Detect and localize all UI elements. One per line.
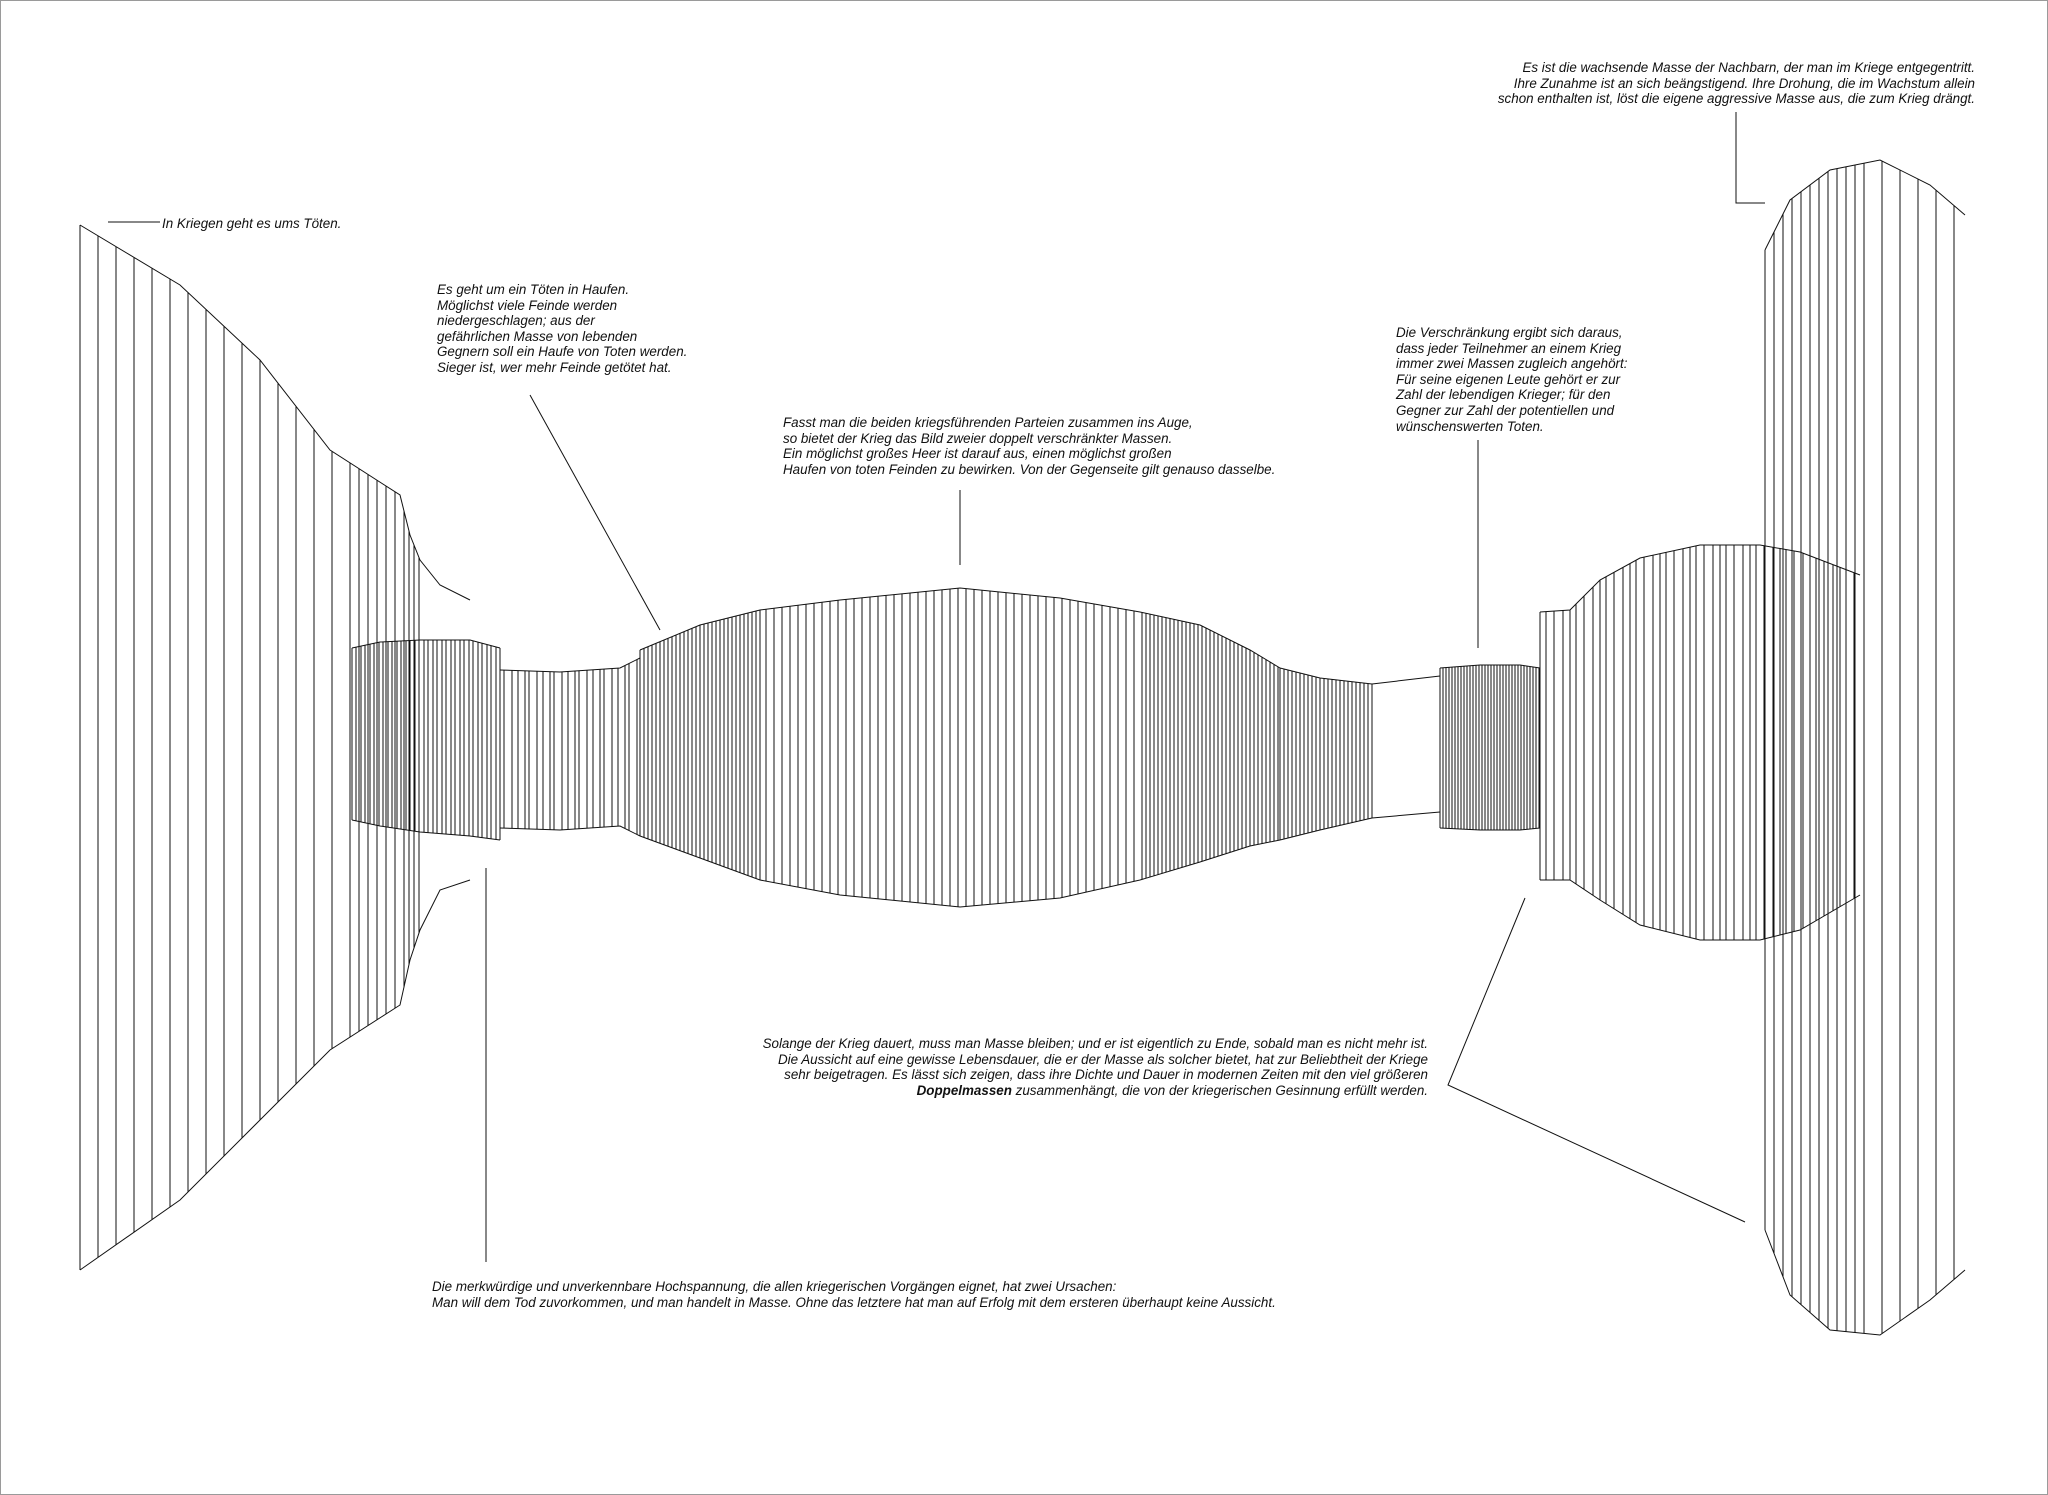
note-solange-text: Solange der Krieg dauert, muss man Masse bleiben; und er ist eigentlich zu Ende, sobald man es nicht mehr ist. Die Aussicht auf eine gewisse Lebensdauer, die er der Masse als solcher bietet, hat zur Beliebtheit der Kriege sehr beigetragen. Es lässt sich zeigen, dass ihre Dichte und Dauer in modernen Zeiten mit den viel größeren: [762, 1036, 1428, 1083]
leader-line: [1372, 676, 1440, 684]
left-neck-outline-bottom: [500, 826, 640, 836]
leader-line: [530, 395, 660, 630]
note-in-kriegen: In Kriegen geht es ums Töten.: [162, 216, 342, 231]
note-solange-bold: Doppelmassen: [916, 1082, 1012, 1098]
left-neck-outline-top: [500, 658, 640, 672]
right-neck-outline-bottom: [1280, 818, 1372, 840]
note-wachsende-masse: Es ist die wachsende Masse der Nachbarn, der man im Kriege entgegentritt. Ihre Zunahme ist an sich beängstigend. Ihre Drohung, die im Wachstum allein schon enthalten ist, löst die eigene aggressive Masse aus, die zum Krieg drängt.: [1497, 60, 1975, 107]
note-solange-tail: zusammenhängt, die von der kriegerischen Gesinnung erfüllt werden.: [1011, 1082, 1428, 1098]
left-funnel-outline-top: [80, 225, 470, 600]
note-toeten-in-haufen: Es geht um ein Töten in Haufen. Möglichst viele Feinde werden niedergeschlagen; aus der gefährlichen Masse von lebenden Gegnern soll ein Haufe von Toten werden. Sieger ist, wer mehr Feinde getötet hat.: [437, 282, 688, 375]
note-hochspannung: Die merkwürdige und unverkennbare Hochspannung, die allen kriegerischen Vorgängen eignet, hat zwei Ursachen: Man will dem Tod zuvorkommen, und man handelt in Masse. Ohne das letztere hat man auf Erfolg mit dem ersteren überhaupt keine Aussicht.: [432, 1279, 1276, 1310]
note-verschraenkung: Die Verschränkung ergibt sich daraus, dass jeder Teilnehmer an einem Krieg immer zwei Massen zugleich angehört: Für seine eigenen Leute gehört er zur Zahl der lebendigen Krieger; für den Gegner zur Zahl der potentiellen und wünschenswerten Toten.: [1396, 325, 1628, 434]
hatched-mass-forms: [80, 160, 1965, 1335]
right-big-lens-outline-top: [1765, 160, 1965, 250]
leader-line: [1448, 898, 1745, 1222]
right-big-lens-outline-bottom: [1765, 1230, 1965, 1335]
leader-line: [1372, 812, 1440, 818]
note-fasst-man: Fasst man die beiden kriegsführenden Parteien zusammen ins Auge, so bietet der Krieg das Bild zweier doppelt verschränkter Massen. Ein möglichst großes Heer ist darauf aus, einen möglichst großen Haufen von toten Feinden zu bewirken. Von der Gegenseite gilt genauso dasselbe.: [783, 415, 1276, 477]
note-solange: [763, 1036, 1428, 1098]
right-medium-funnel-outline-bottom: [1540, 880, 1860, 940]
left-funnel-outline-bottom: [80, 880, 470, 1270]
right-neck-outline-top: [1280, 668, 1372, 684]
leader-line: [1736, 112, 1765, 203]
right-medium-funnel-outline-top: [1540, 545, 1860, 612]
